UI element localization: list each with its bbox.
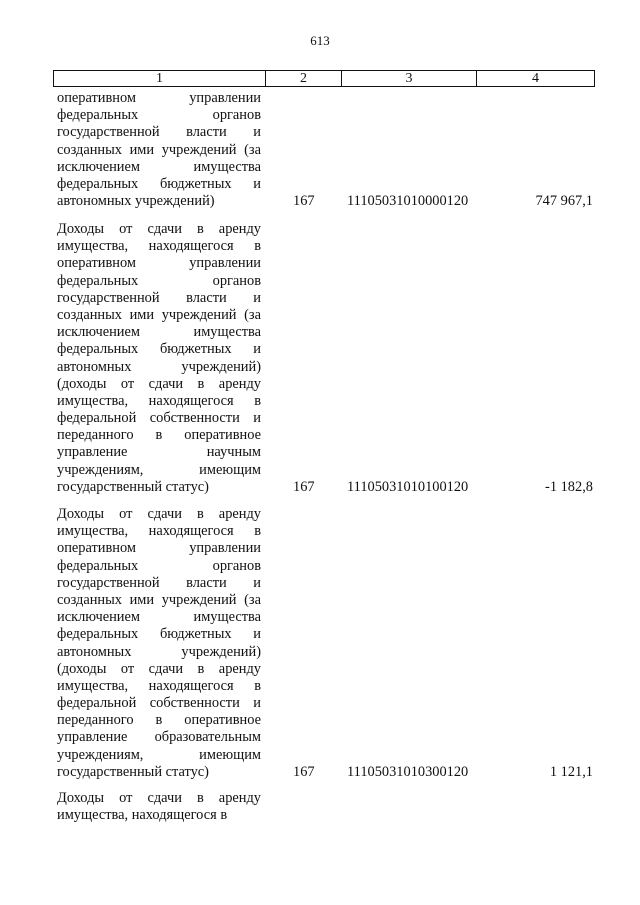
description-line: исключением имущества [57,158,261,175]
description-line: федеральных бюджетных и [57,175,261,192]
description-line: автономных учреждений) [57,358,261,375]
row-description [57,506,261,781]
description-line: федеральных органов [57,107,261,124]
header-col-3: 3 [342,71,477,86]
description-line: управление научным [57,444,261,461]
description-line: Доходы от сдачи в аренду [57,506,261,522]
description-line: (доходы от сдачи в аренду [57,375,261,392]
row-chapter-code: 167 [293,193,315,210]
description-line: исключением имущества [57,609,261,626]
description-line: переданного в оперативное [57,712,261,729]
row-amount: 747 967,1 [535,193,593,210]
description-line: учреждениям, имеющим [57,746,261,763]
row-classification-code: 11105031010300120 [347,764,469,780]
description-line: государственной власти и [57,289,261,306]
row-description [57,221,261,496]
description-line: имущества, находящегося в [57,677,261,694]
row-amount: -1 182,8 [545,479,593,495]
description-line: имущества, находящегося в [57,238,261,255]
description-line: автономных учреждений) [57,193,215,210]
description-line: федеральной собственности и [57,410,261,427]
row-amount: 1 121,1 [549,764,593,780]
description-line: федеральных бюджетных и [57,626,261,643]
description-line: созданных ими учреждений (за [57,141,261,158]
row-classification-code: 11105031010100120 [347,479,469,495]
description-line: созданных ими учреждений (за [57,591,261,608]
description-line: созданных ими учреждений (за [57,306,261,323]
header-col-2: 2 [266,71,342,86]
row-description [57,790,261,824]
description-line: оперативном управлении [57,255,261,272]
description-line: Доходы от сдачи в аренду [57,221,261,237]
description-line: государственный статус) [57,763,209,780]
header-col-4: 4 [532,71,539,86]
description-line: государственной власти и [57,124,261,141]
header-col-1: 1 [54,71,266,86]
row-chapter-code: 167 [293,764,315,780]
description-line: управление образовательным [57,729,261,746]
row-classification-code: 11105031010000120 [347,193,469,210]
description-line: исключением имущества [57,324,261,341]
description-line: автономных учреждений) [57,643,261,660]
description-line: федеральных органов [57,557,261,574]
description-line: (доходы от сдачи в аренду [57,660,261,677]
table-header-row [53,70,595,87]
description-line: государственный статус) [57,478,209,495]
description-line: переданного в оперативное [57,427,261,444]
page-number: 613 [310,33,330,48]
description-line: Доходы от сдачи в аренду [57,790,261,806]
description-line: учреждениям, имеющим [57,461,261,478]
description-line: имущества, находящегося в [57,392,261,409]
description-line: федеральных бюджетных и [57,341,261,358]
description-line: государственной власти и [57,574,261,591]
description-line: имущества, находящегося в [57,807,228,824]
description-line: федеральной собственности и [57,695,261,712]
description-line: оперативном управлении [57,540,261,557]
description-line: федеральных органов [57,272,261,289]
row-chapter-code: 167 [293,479,315,495]
description-line: оперативном управлении [57,90,261,106]
description-line: имущества, находящегося в [57,523,261,540]
row-description [57,90,261,210]
